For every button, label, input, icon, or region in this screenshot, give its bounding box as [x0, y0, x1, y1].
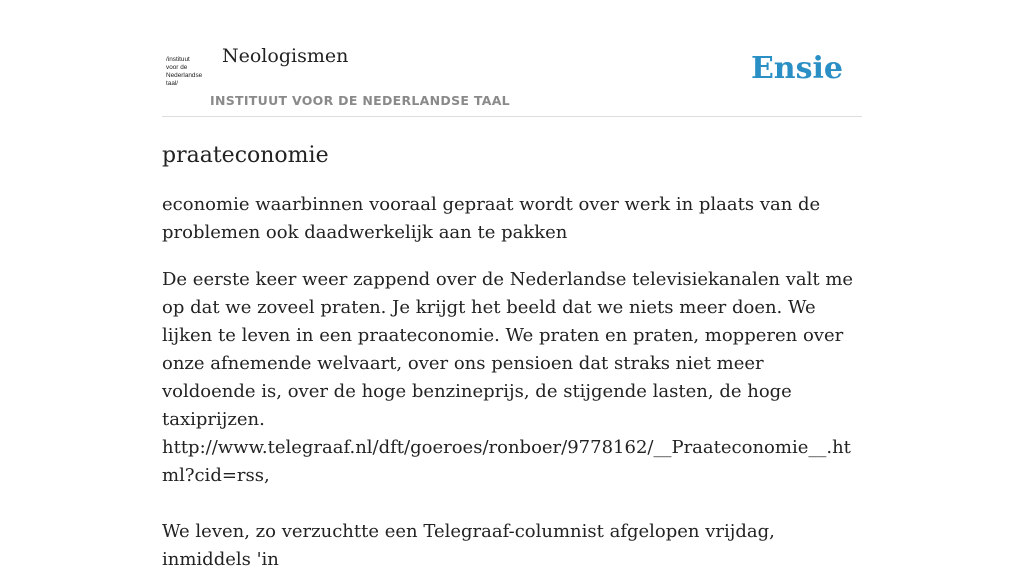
logo-line: voor de	[166, 64, 188, 71]
entry-definition: economie waarbinnen vooraal gepraat wordt over werk in plaats van de problemen ook daadwerkelijk aan te pakken	[162, 194, 821, 243]
entry-title: praateconomie	[162, 143, 329, 168]
example-paragraph: De eerste keer weer zappend over de Nederlandse televisiekanalen valt me op dat we zoveel praten. Je krijgt het beeld dat we niets meer doen. We lijken te leven in een praateconomie. We praten en praten, mopperen over onze afnemende welvaart, over ons pensioen dat straks niet meer voldoende is, over de hoge benzineprijs, de stijgende lasten, de hoge taxiprijzen. http://www.telegraaf.nl/dft/goeroes/ronboer/9778162/__Praateconomie__.html?cid=rss,	[162, 269, 854, 486]
main-content	[162, 0, 862, 574]
logo-line: taal/	[166, 80, 179, 87]
logo-line: /instituut	[166, 56, 190, 63]
ensie-brand-link[interactable]: Ensie	[750, 51, 843, 86]
site-subtitle: INSTITUUT VOOR DE NEDERLANDSE TAAL	[210, 93, 510, 108]
logo-line: Nederlandse	[166, 72, 203, 79]
header	[162, 0, 862, 117]
entry-example	[162, 266, 862, 574]
example-paragraph: We leven, zo verzuchtte een Telegraaf-columnist afgelopen vrijdag, inmiddels 'in	[162, 521, 775, 570]
institute-logo[interactable]	[166, 56, 208, 89]
paragraph-gap	[162, 490, 862, 518]
site-title[interactable]: Neologismen	[222, 45, 349, 67]
